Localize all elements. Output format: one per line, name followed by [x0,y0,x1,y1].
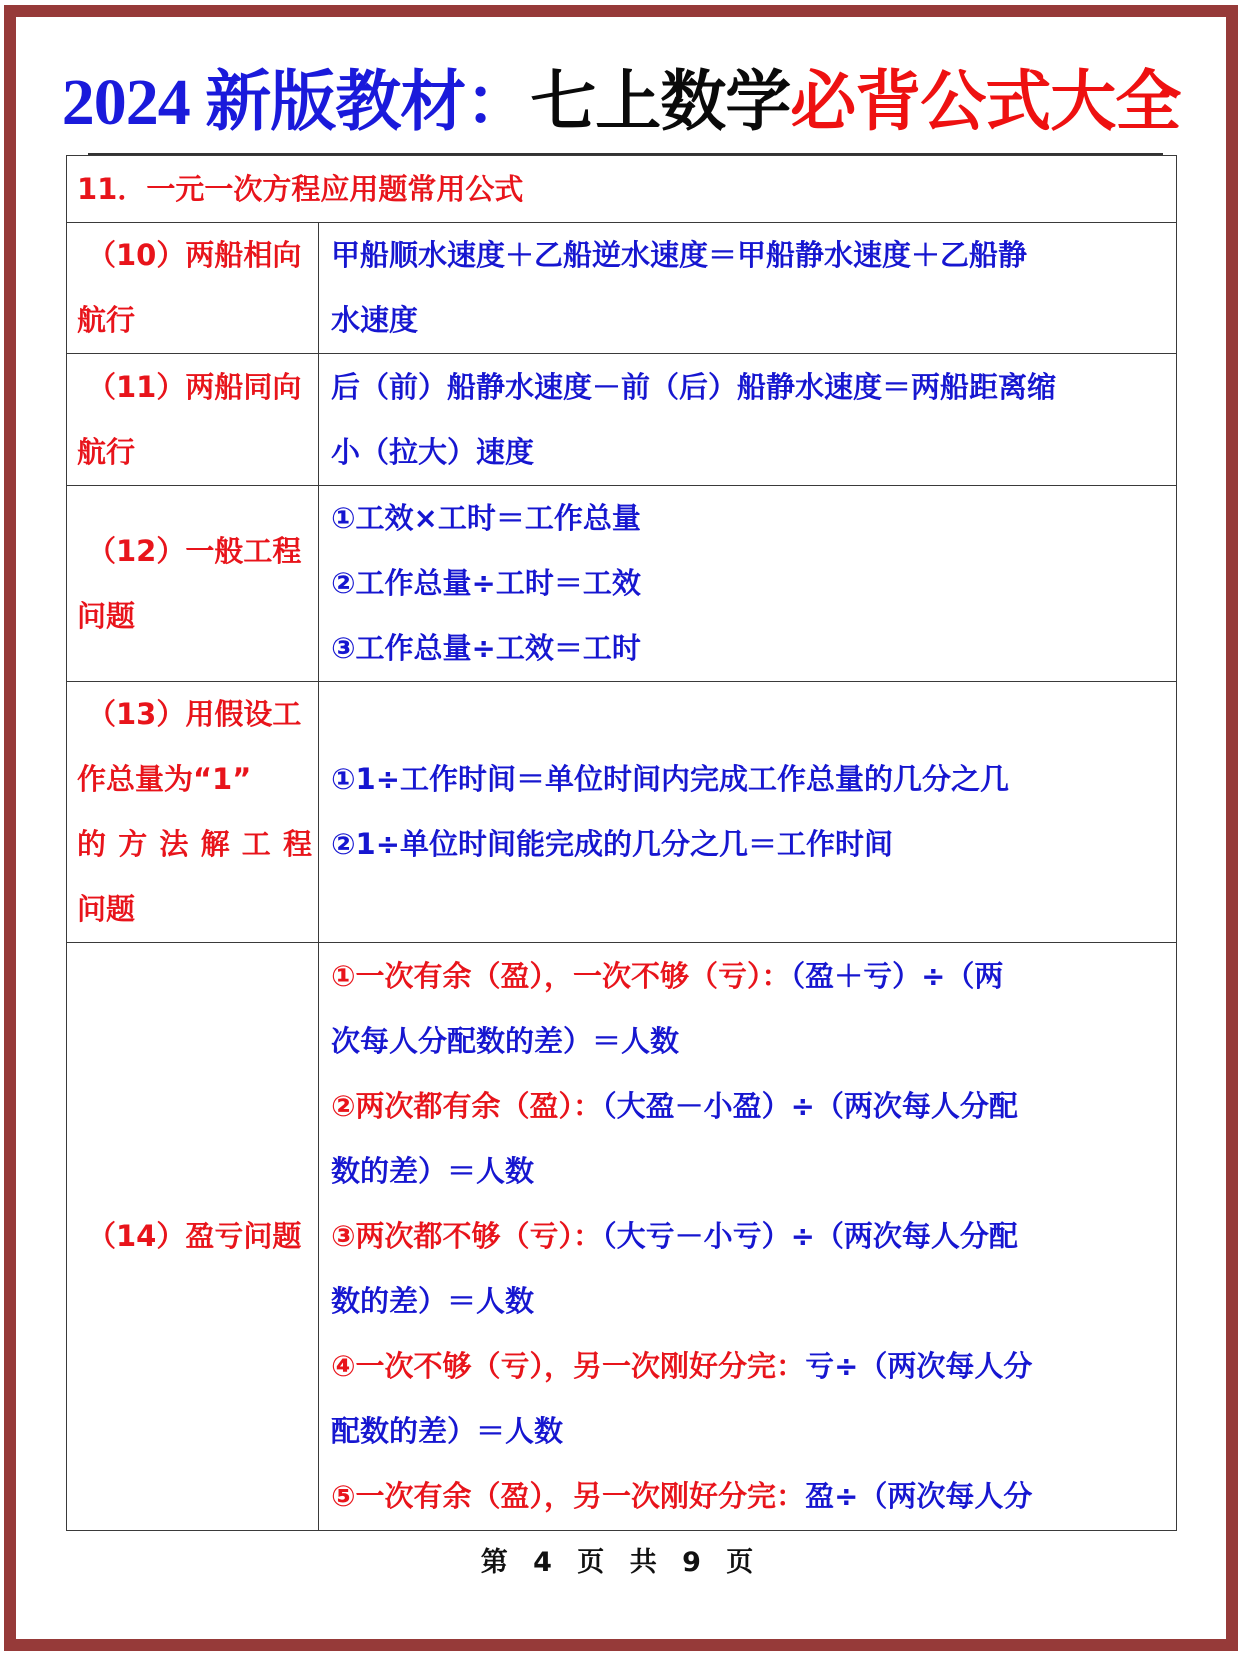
list-item-continuation: 次每人分配数的差）＝人数 [331,1024,680,1058]
label-line: （14）盈亏问题 [87,1219,302,1253]
label-line: 航行 [77,303,136,337]
label-line: 的方法解工程 [77,827,312,861]
content-line: ①1÷工作时间＝单位时间内完成工作总量的几分之几 [331,762,1010,796]
list-item: ②两次都有余（盈）：（大盈－小盈）÷（两次每人分配 [331,1089,1018,1123]
content-line: 小（拉大）速度 [331,434,535,469]
table-row [67,486,1177,682]
content-line: ②工作总量÷工时＝工效 [331,566,641,600]
title-red-part: 必背公式大全 [790,63,1181,140]
list-item-continuation: 数的差）＝人数 [331,1284,535,1318]
label-line: 航行 [77,434,136,469]
page-number: 第 4 页 共 9 页 [480,1547,762,1578]
row-label [67,943,319,1531]
section-heading-row [67,156,1177,223]
row-content [319,223,1177,354]
row-label [67,682,319,943]
content-line: ②1÷单位时间能完成的几分之几＝工作时间 [331,827,894,861]
table-row [67,943,1177,1531]
section-heading: 11．一元一次方程应用题常用公式 [67,156,1177,223]
title-blue-part: 2024 新版教材： [61,66,531,139]
label-line: （13）用假设工 [87,697,302,731]
title-black-part: 七上数学 [530,63,791,140]
row-label [67,486,319,682]
list-item-continuation: 配数的差）＝人数 [331,1414,564,1448]
row-content [319,486,1177,682]
row-content [319,943,1177,1531]
list-item-continuation: 数的差）＝人数 [331,1154,535,1188]
row-label [67,354,319,486]
label-line: （12）一般工程 [87,533,302,568]
content-line: ③工作总量÷工效＝工时 [331,631,641,665]
label-line: 作总量为“1” [77,762,252,796]
row-label [67,223,319,354]
row-content [319,682,1177,943]
content-line: 水速度 [331,303,419,337]
list-item: ③两次都不够（亏）：（大亏－小亏）÷（两次每人分配 [331,1219,1018,1253]
table-row [67,223,1177,354]
content-line: ①工效×工时＝工作总量 [331,501,641,535]
list-item: ④一次不够（亏），另一次刚好分完：亏÷（两次每人分 [331,1349,1033,1383]
table-row [67,682,1177,943]
page-title [0,62,1242,143]
label-line: （10）两船相向 [87,238,302,272]
label-line: （11）两船同向 [87,369,302,404]
row-content [319,354,1177,486]
label-line: 问题 [77,892,136,926]
content-line: 后（前）船静水速度－前（后）船静水速度＝两船距离缩 [331,369,1057,404]
content-line: 甲船顺水速度＋乙船逆水速度＝甲船静水速度＋乙船静 [331,238,1028,272]
table-row [67,354,1177,486]
formula-table [66,155,1177,1531]
list-item: ⑤一次有余（盈），另一次刚好分完：盈÷（两次每人分 [331,1479,1033,1513]
list-item: ①一次有余（盈），一次不够（亏）：（盈＋亏）÷（两 [331,959,1004,993]
label-line: 问题 [77,598,136,633]
